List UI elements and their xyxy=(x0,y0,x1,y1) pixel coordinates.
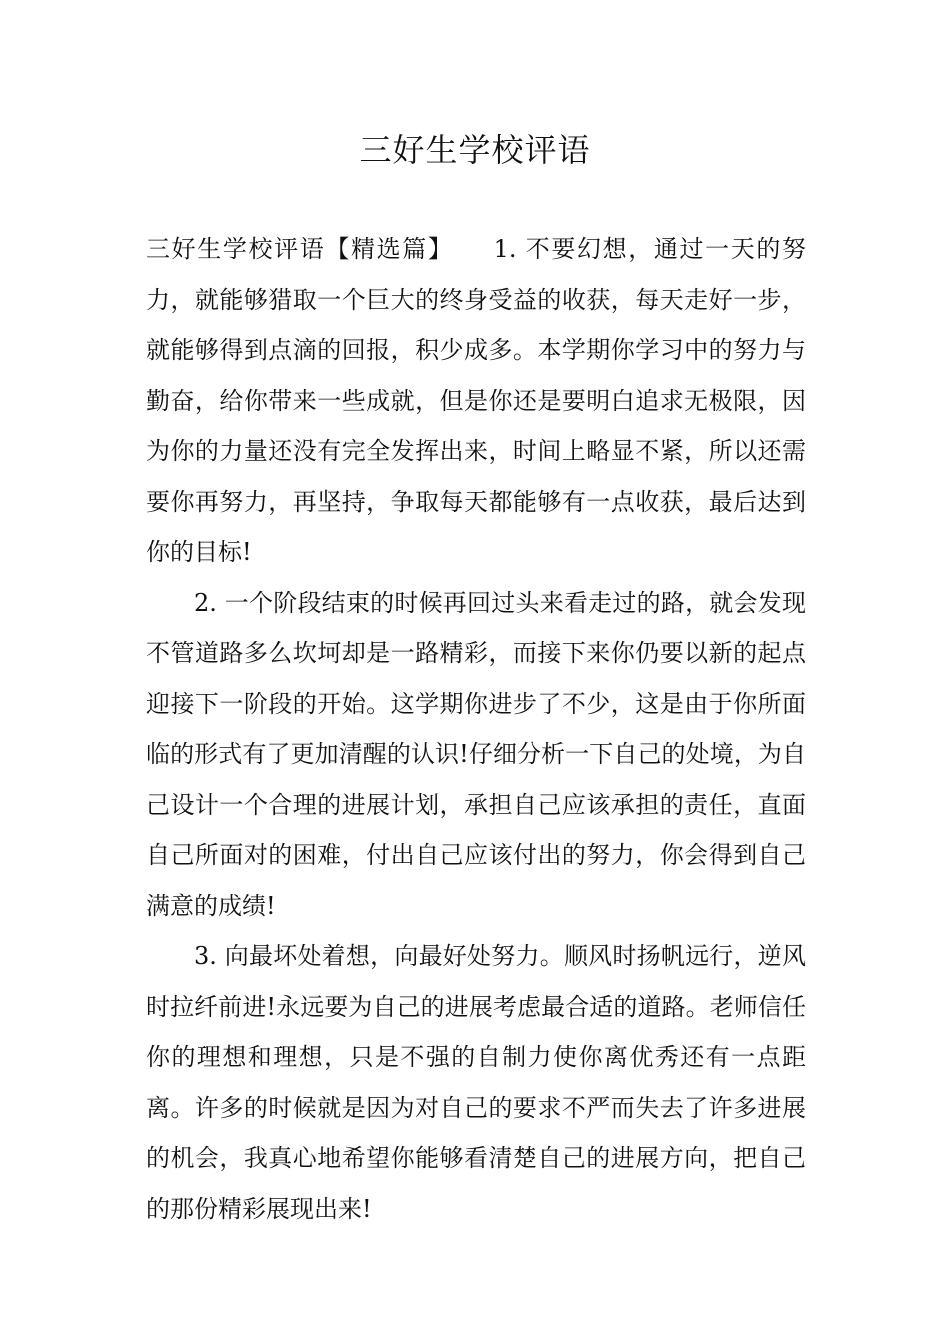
intro-paragraph xyxy=(146,224,806,578)
paragraph-3: 3. 向最坏处着想，向最好处努力。顺风时扬帆远行，逆风时拉纤前进!永远要为自己的进展考虑最合适的道路。老师信任你的理想和理想，只是不强的自制力使你离优秀还有一点距离。许多的时候就是因为对自己的要求不严而失去了许多进展的机会，我真心地希望你能够看清楚自己的进展方向，把自己的那份精彩展现出来! xyxy=(146,942,806,1223)
document-title: 三好生学校评语 xyxy=(359,131,591,169)
section-heading: 三好生学校评语【精选篇】 xyxy=(146,235,454,263)
paragraph-1-text: 1. 不要幻想，通过一天的努力，就能够猎取一个巨大的终身受益的收获，每天走好一步，就能够得到点滴的回报，积少成多。本学期你学习中的努力与勤奋，给你带来一些成就，但是你还是要明白追求无极限，因为你的力量还没有完全发挥出来，时间上略显不紧，所以还需要你再努力，再坚持，争取每天都能够有一点收获，最后达到你的目标! xyxy=(146,235,807,566)
paragraph-2: 2. 一个阶段结束的时候再回过头来看走过的路，就会发现不管道路多么坎坷却是一路精彩，而接下来你仍要以新的起点迎接下一阶段的开始。这学期你进步了不少，这是由于你所面临的形式有了更加清醒的认识!仔细分析一下自己的处境，为自己设计一个合理的进展计划，承担自己应该承担的责任，直面自己所面对的困难，付出自己应该付出的努力，你会得到自己满意的成绩! xyxy=(146,588,806,920)
document-body xyxy=(146,224,806,1234)
